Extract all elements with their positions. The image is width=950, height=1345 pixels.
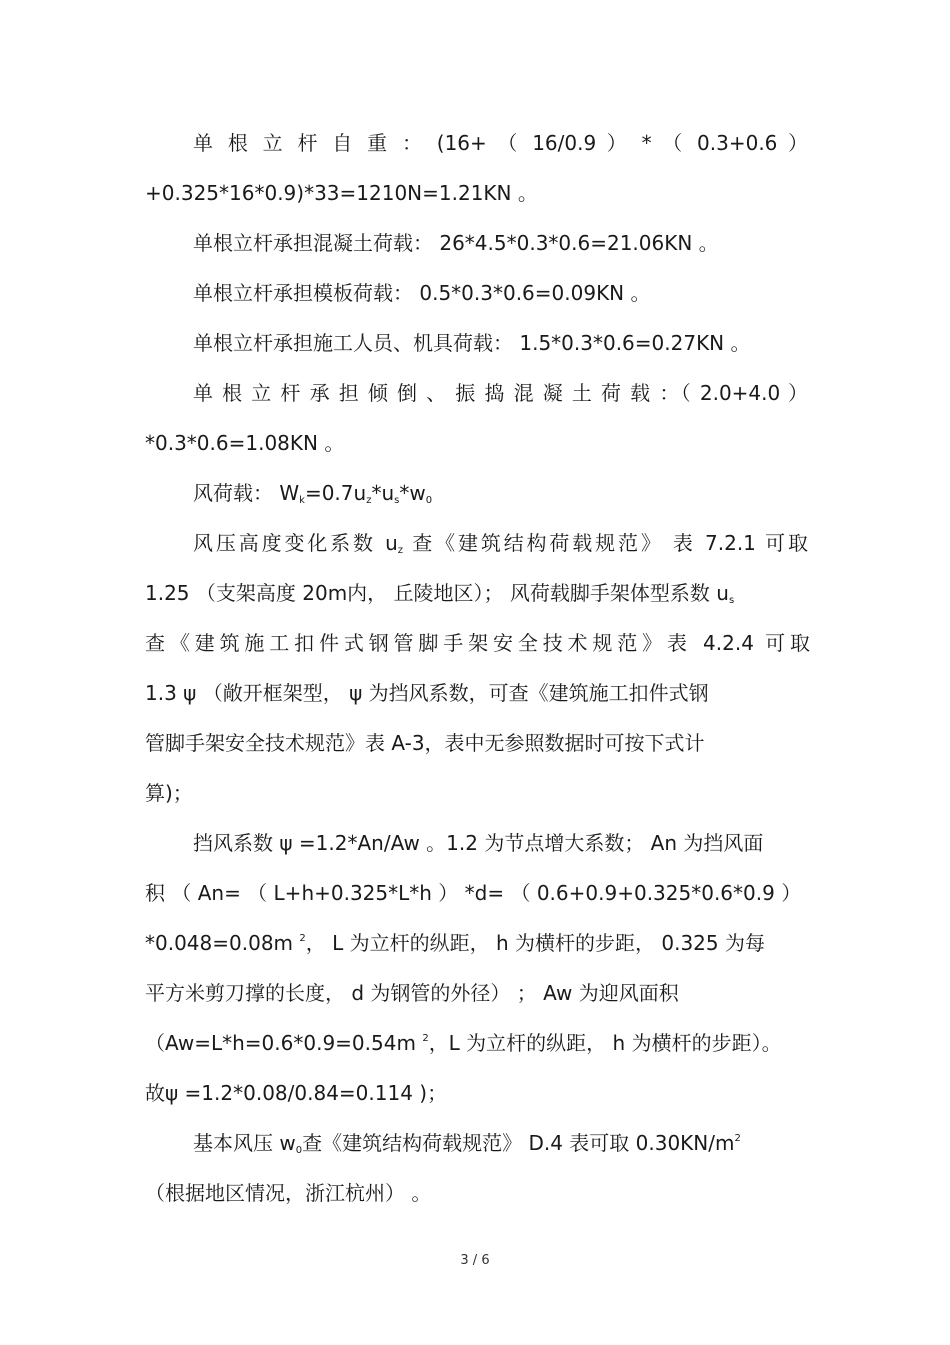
text-line-17: *0.048=0.08m $^2$， L 为立杆的纵距， h 为横杆的步距， 0.325 为每 [145, 931, 765, 955]
text-line-14: 算)； [145, 781, 193, 805]
text-line-6: 单 根 立 杆 承 担 倾 倒 、 振 捣 混 凝 土 荷 载 ：（ 2.0+4.0 ） [193, 381, 808, 405]
text-line-13: 管脚手架安全技术规范》表 A-3，表中无参照数据时可按下式计 [145, 731, 705, 755]
text-line-2: +0.325*16*0.9)*33=1210N=1.21KN 。 [145, 181, 538, 205]
text-line-16: 积 （ An= （ L+h+0.325*L*h ） *d= （ 0.6+0.9+0.325*0.6*0.9 ） [145, 881, 802, 905]
wind-load-formula: 风荷载： $W_k=0.7u_z*u_s*w_0$ [193, 481, 433, 506]
text-line-1: 单 根 立 杆 自 重 ： (16+ （ 16/0.9 ） * （ 0.3+0.6 ） [193, 131, 808, 155]
text-line-11: 查《建筑施工扣件式钢管脚手架安全技术规范》表 4.2.4 可取 [145, 631, 810, 655]
text-line-10: 1.25 （支架高度 20m内， 丘陵地区）； 风荷载脚手架体型系数 $u_s$ [145, 581, 735, 606]
text-line-12: 1.3 ψ （敞开框架型， ψ 为挡风系数，可查《建筑施工扣件式钢 [145, 681, 709, 705]
text-line-19: （Aw=L*h=0.6*0.9=0.54m $^2$，L 为立杆的纵距， h 为横杆的步距）。 [145, 1031, 782, 1055]
text-line-15: 挡风系数 ψ =1.2*An/Aw 。1.2 为节点增大系数； An 为挡风面 [193, 831, 764, 855]
text-line-4: 单根立杆承担模板荷载： 0.5*0.3*0.6=0.09KN 。 [193, 281, 651, 305]
page-number: 3 / 6 [460, 1253, 490, 1268]
text-line-22: （根据地区情况，浙江杭州） 。 [145, 1181, 432, 1205]
text-line-20: 故ψ =1.2*0.08/0.84=0.114 )； [145, 1081, 448, 1105]
text-line-5: 单根立杆承担施工人员、机具荷载： 1.5*0.3*0.6=0.27KN 。 [193, 331, 751, 355]
text-line-18: 平方米剪刀撑的长度， d 为钢管的外径） ； Aw 为迎风面积 [145, 981, 679, 1005]
text-line-21: 基本风压 $w_0$查《建筑结构荷载规范》 D.4 表可取 $0.30KN/m^2$ [193, 1131, 741, 1156]
text-line-7: *0.3*0.6=1.08KN 。 [145, 431, 345, 455]
text-line-3: 单根立杆承担混凝土荷载： 26*4.5*0.3*0.6=21.06KN 。 [193, 231, 719, 255]
text-line-9: 风压高度变化系数 $u_z$ 查《建筑结构荷载规范》 表 7.2.1 可取 [193, 531, 808, 556]
